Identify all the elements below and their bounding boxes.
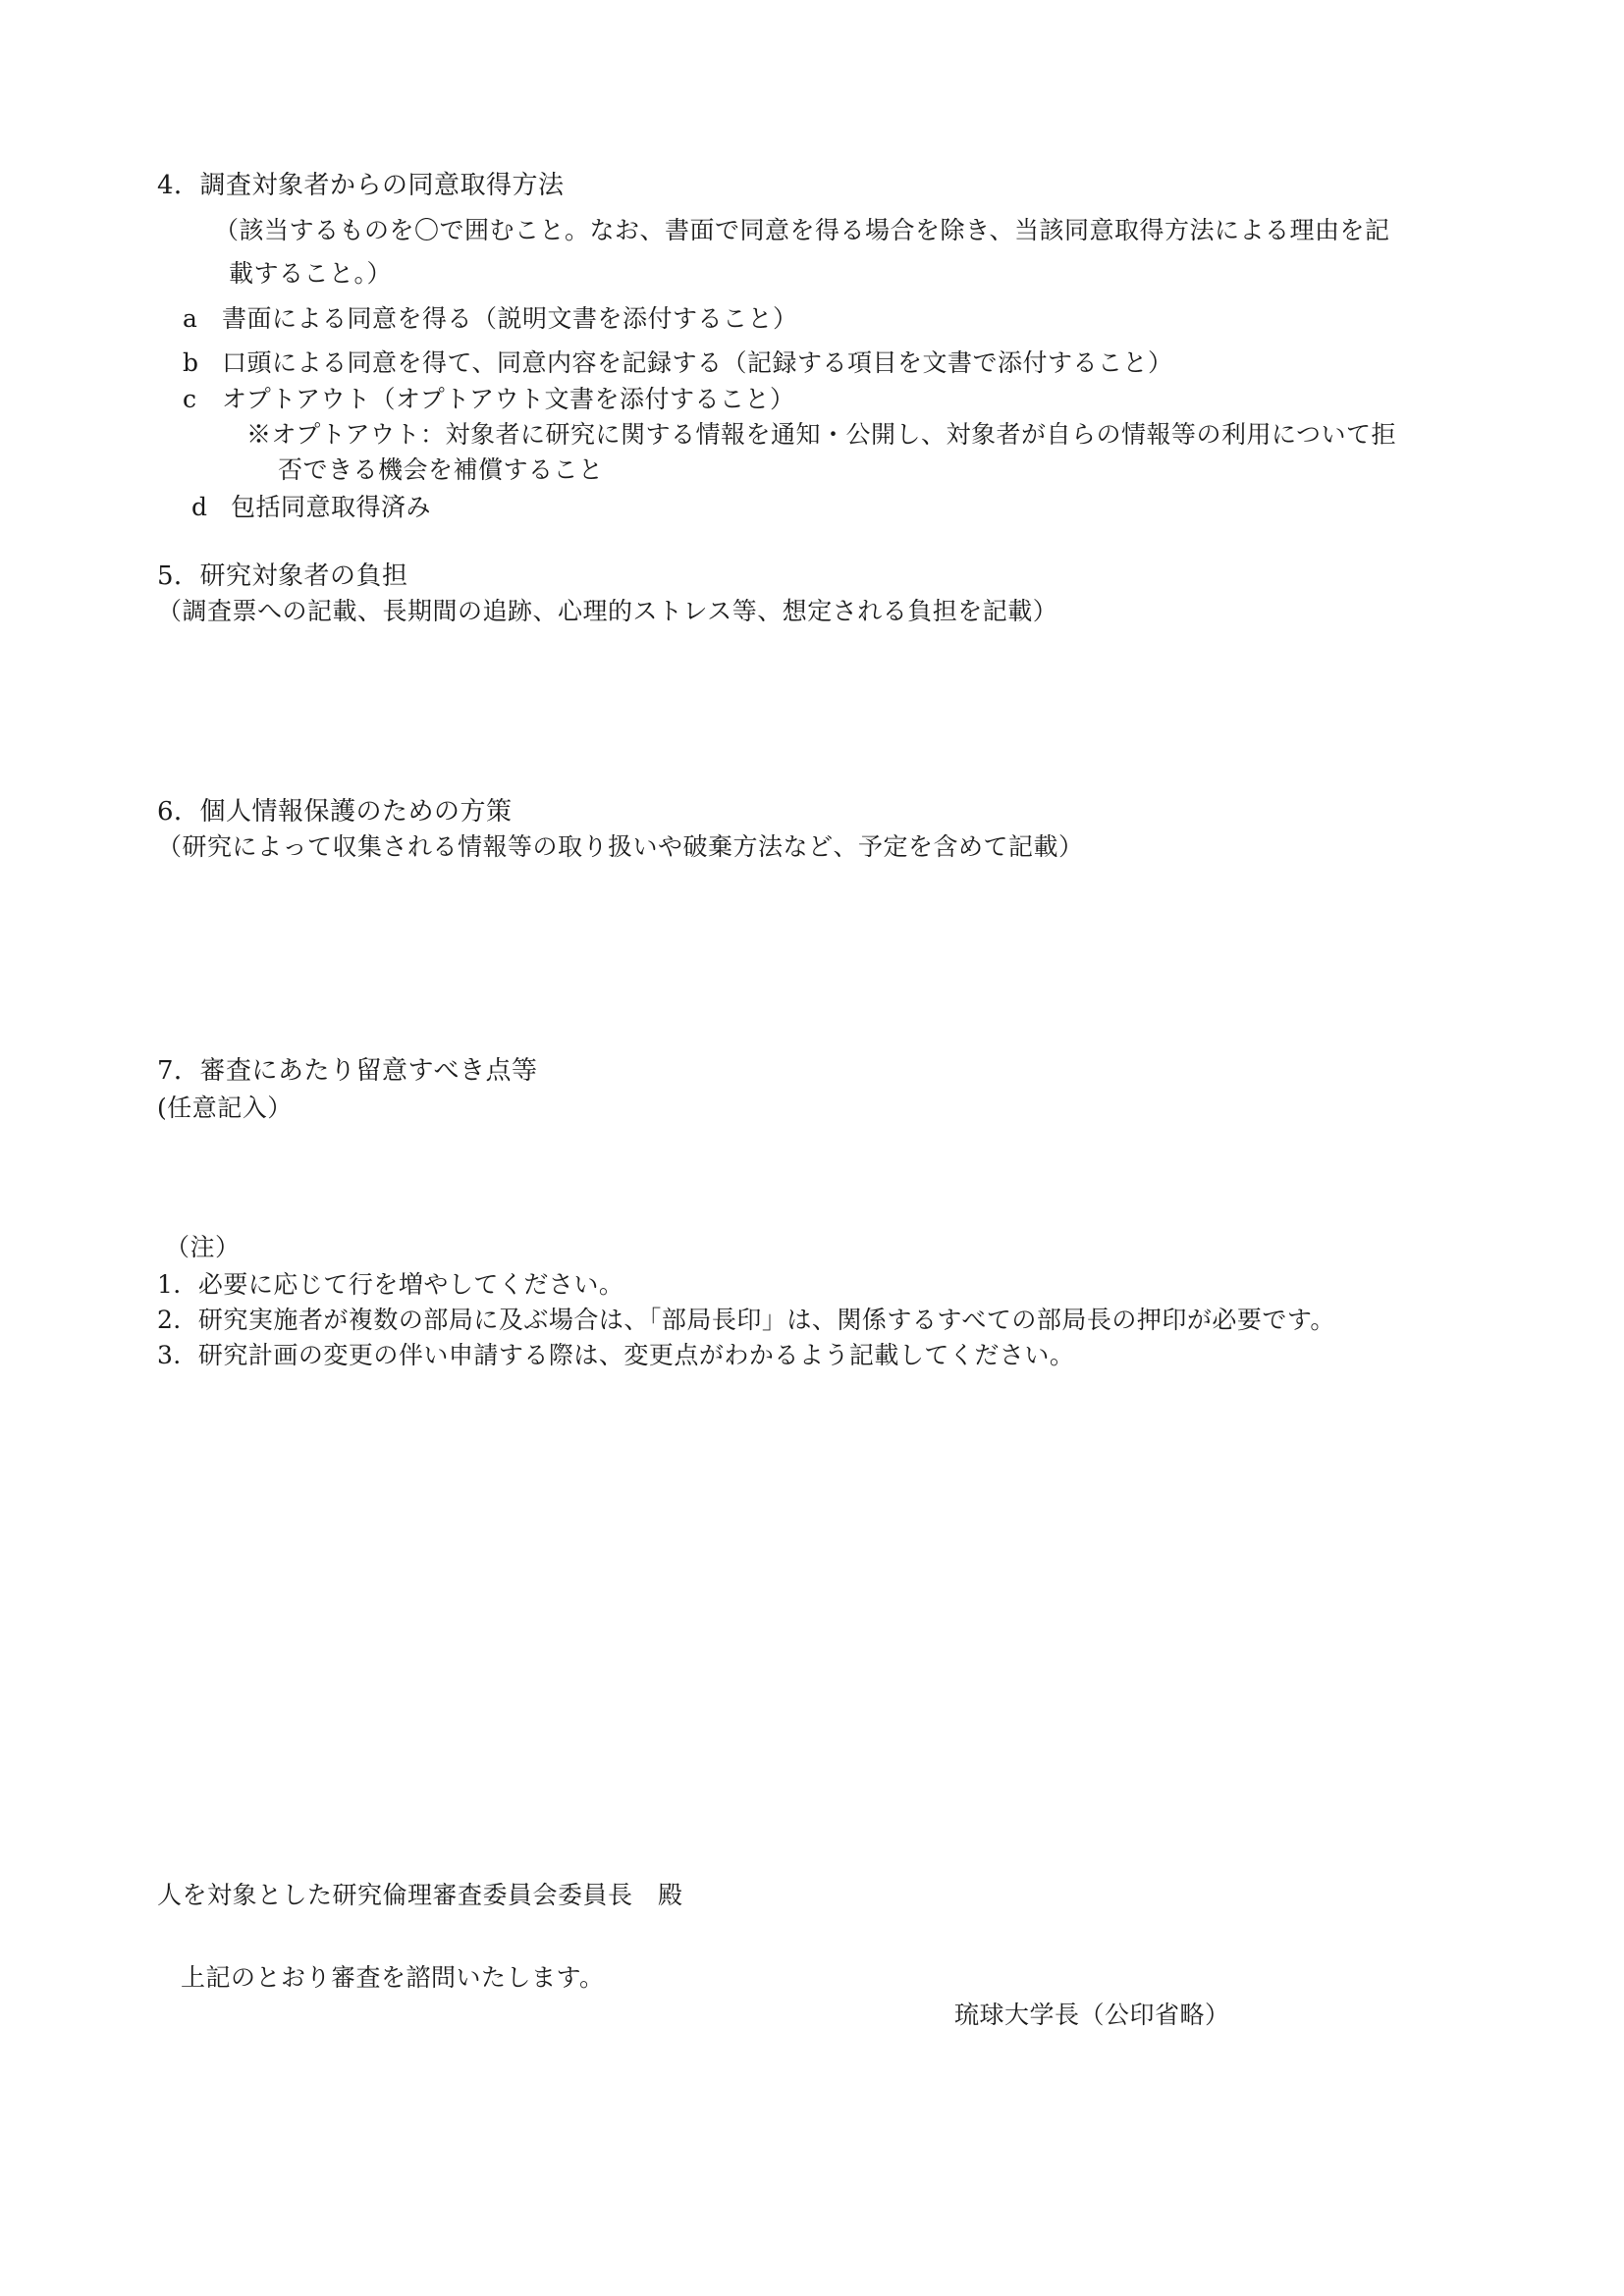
closing-statement: 上記のとおり審査を諮問いたします。 — [181, 1963, 605, 1992]
option-c-text: オプトアウト（オプトアウト文書を添付すること） — [222, 385, 795, 413]
option-b-letter: b — [183, 348, 199, 377]
section4-title: 4．調査対象者からの同意取得方法 — [157, 171, 565, 200]
note-item-2: 2．研究実施者が複数の部局に及ぶ場合は、「部局長印」は、関係するすべての部局長の押印が必要です。 — [157, 1306, 1335, 1334]
optout-note-line1: ※オプトアウト：対象者に研究に関する情報を通知・公開し、対象者が自らの情報等の利用について拒 — [246, 420, 1397, 449]
section6-instruction: （研究によって収集される情報等の取り扱いや破棄方法など、予定を含めて記載） — [157, 832, 1084, 861]
section6-title: 6．個人情報保護のための方策 — [157, 797, 513, 827]
option-c[interactable] — [183, 385, 795, 414]
option-b-text: 口頭による同意を得て、同意内容を記録する（記録する項目を文書で添付すること） — [222, 348, 1173, 377]
section7-instruction: (任意記入） — [157, 1094, 293, 1122]
option-a-text: 書面による同意を得る（説明文書を添付すること） — [222, 304, 798, 333]
optout-note-line2: 否できる機会を補償すること — [278, 455, 604, 484]
option-d-letter: d — [191, 493, 208, 521]
signature: 琉球大学長（公印省略） — [954, 2001, 1230, 2029]
option-d-text: 包括同意取得済み — [231, 493, 432, 521]
option-a-letter: a — [183, 304, 198, 333]
addressee: 人を対象とした研究倫理審査委員会委員長 殿 — [157, 1881, 683, 1909]
notes-heading: （注） — [165, 1233, 241, 1261]
note-item-1: 1．必要に応じて行を増やしてください。 — [157, 1270, 624, 1299]
option-d[interactable] — [191, 493, 431, 522]
option-a[interactable] — [183, 304, 798, 334]
section4-instruction-line2: 載すること。） — [229, 259, 393, 288]
section5-title: 5．研究対象者の負担 — [157, 561, 408, 591]
section7-title: 7．審査にあたり留意すべき点等 — [157, 1056, 538, 1086]
section5-instruction: （調査票への記載、長期間の追跡、心理的ストレス等、想定される負担を記載） — [157, 597, 1058, 625]
section4-instruction-line1: （該当するものを〇で囲むこと。なお、書面で同意を得る場合を除き、当該同意取得方法による理由を記 — [214, 216, 1390, 244]
option-c-letter: c — [183, 385, 197, 413]
option-b[interactable] — [183, 348, 1173, 378]
note-item-3: 3．研究計画の変更の伴い申請する際は、変更点がわかるよう記載してください。 — [157, 1341, 1075, 1369]
